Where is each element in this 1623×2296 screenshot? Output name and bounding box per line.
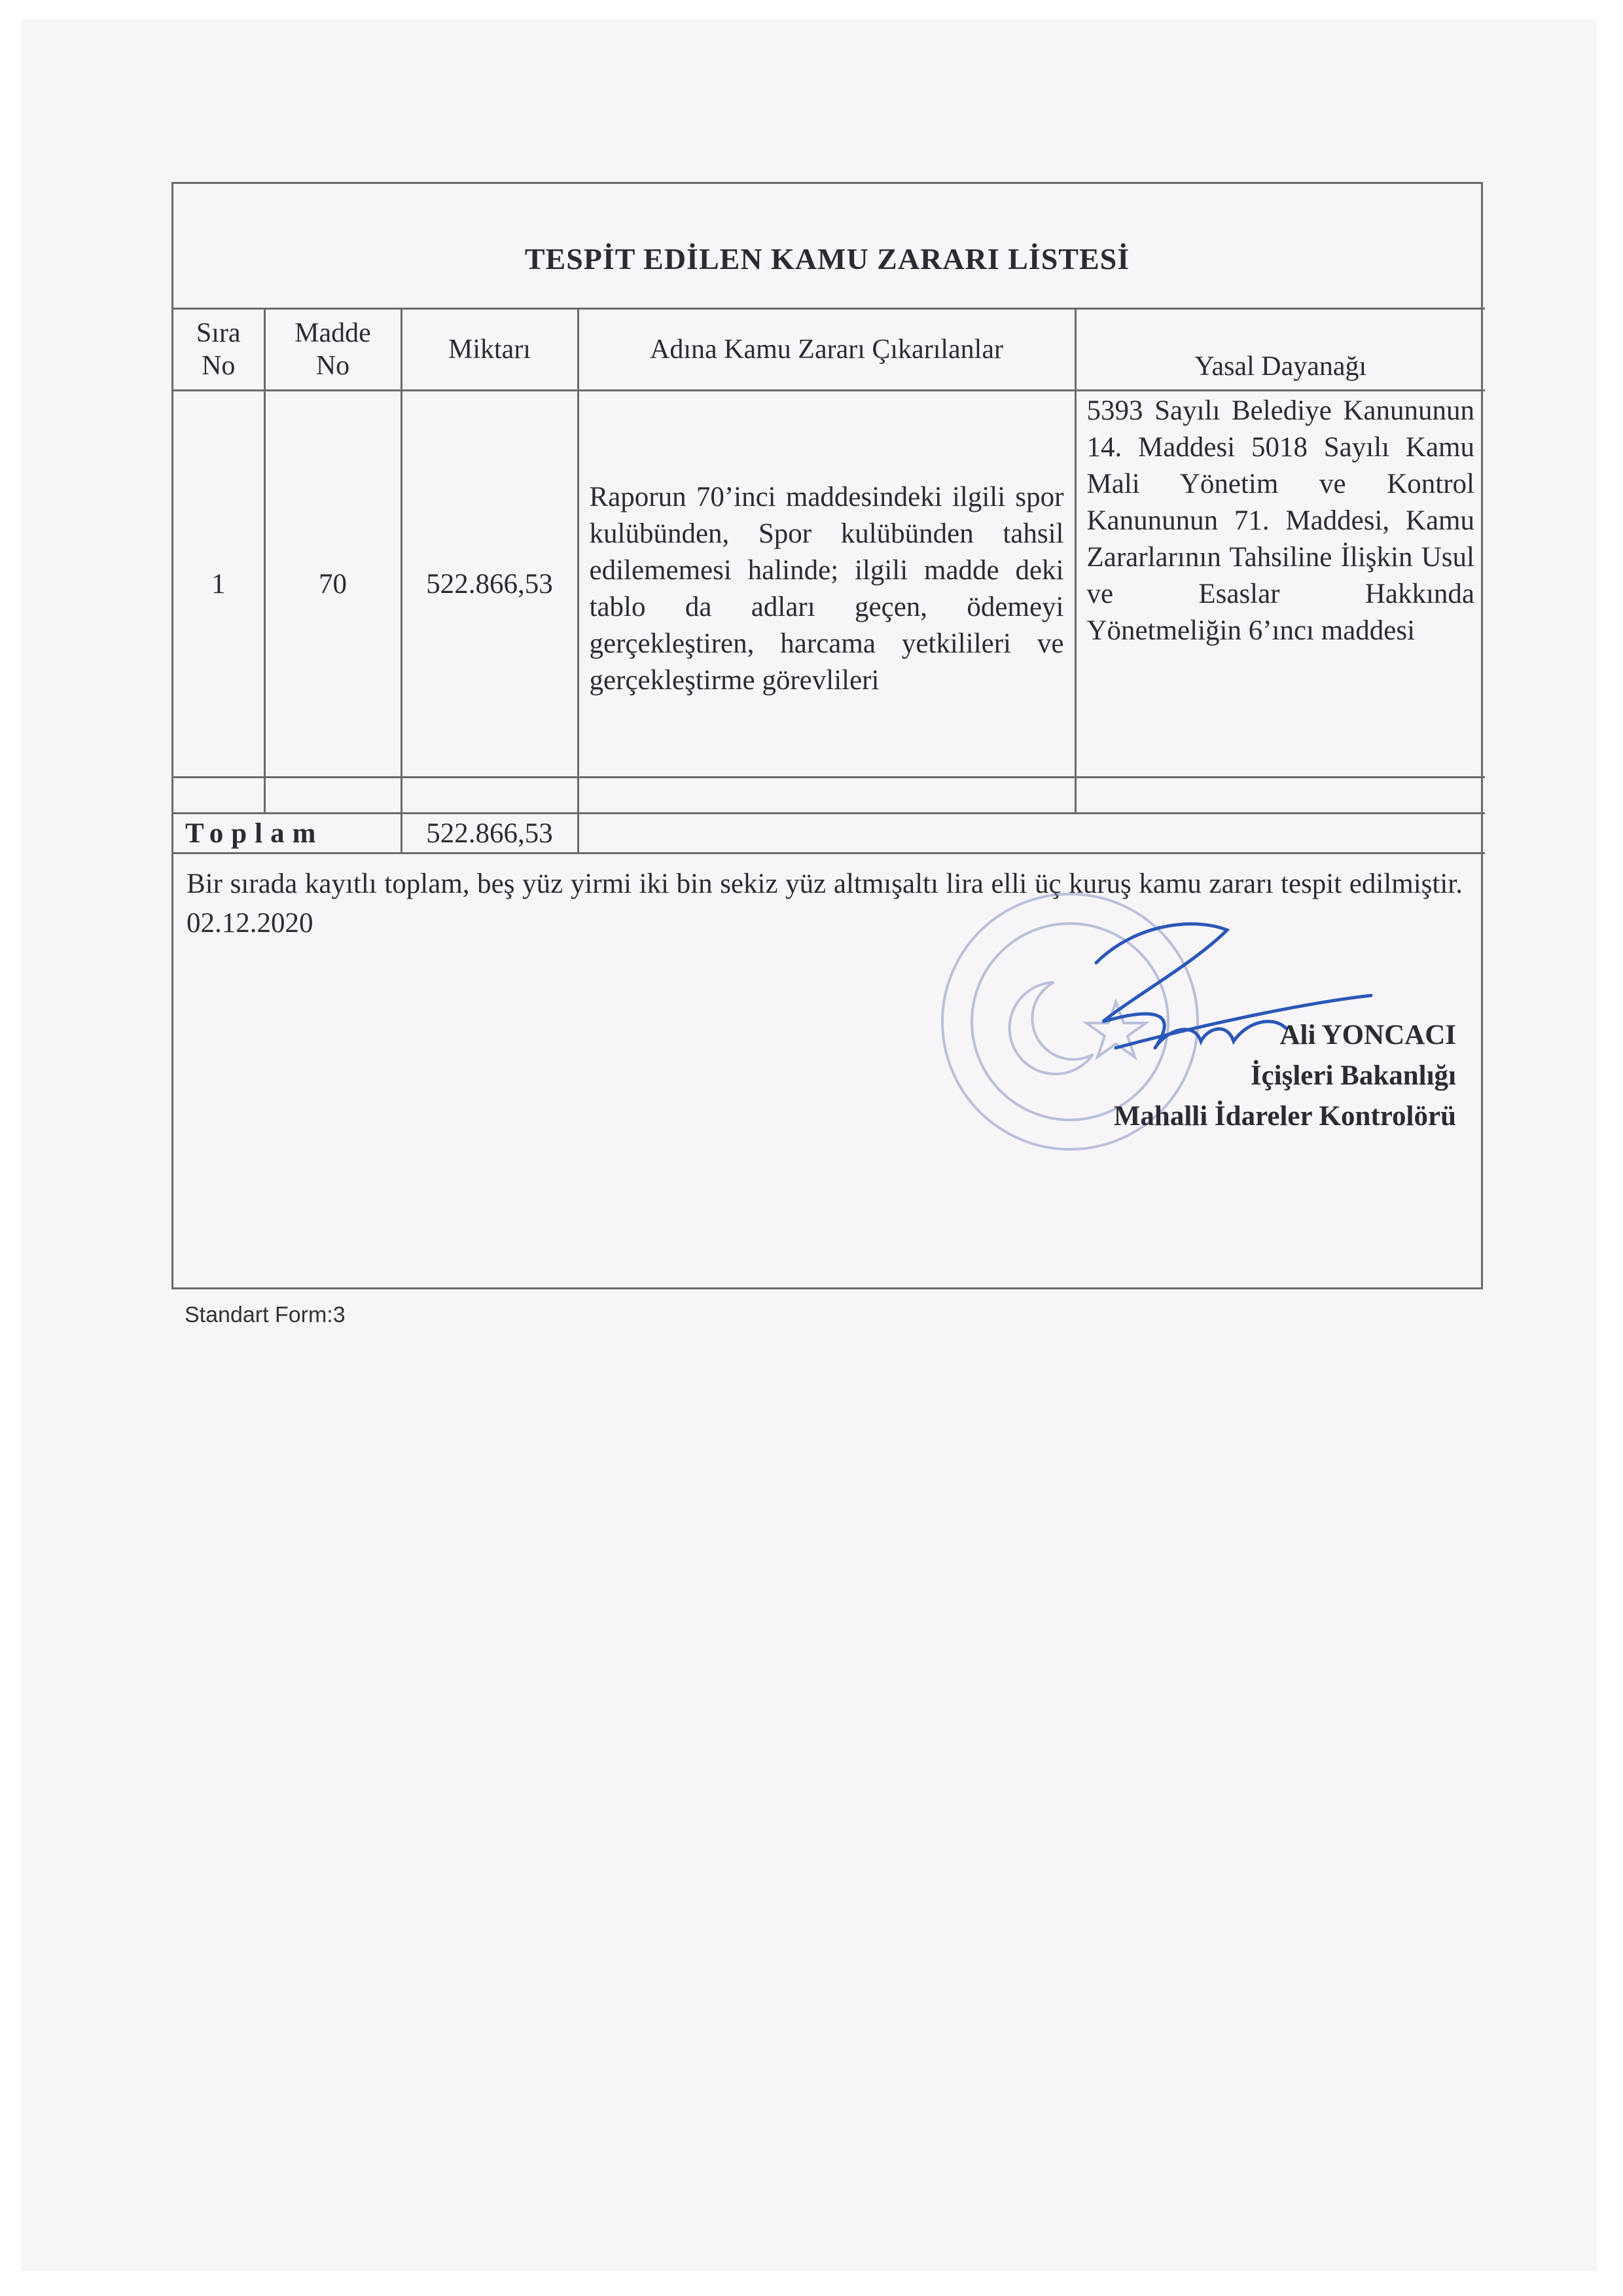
damage-list-form — [171, 182, 1483, 1289]
form-title: TESPİT EDİLEN KAMU ZARARI LİSTESİ — [524, 242, 1130, 276]
total-amount: 522.866,53 — [401, 814, 578, 853]
col-header-miktari: Miktarı — [401, 309, 578, 391]
col-header-sira: Sıra No — [173, 309, 264, 391]
cell-madde: 70 — [264, 391, 401, 778]
signatory-name: Ali YONCACI — [1279, 1020, 1456, 1050]
table-total-row — [173, 814, 1485, 853]
signature-block — [959, 1015, 1456, 1137]
table-blank-row — [173, 778, 1485, 814]
cell-sira: 1 — [173, 391, 264, 778]
cell-adina: Raporun 70’inci maddesindeki ilgili spor kulübünden, Spor kulübünden tahsil edilememesi halinde; ilgili madde deki tablo da adları geçen, ödemeyi gerçekleştiren, harcama yetkilileri ve gerçekleştirme görevlileri — [578, 391, 1075, 778]
cell-miktar: 522.866,53 — [401, 391, 578, 778]
table-row — [173, 391, 1485, 778]
statement-text: Bir sırada kayıtlı toplam, beş yüz yirmi iki bin sekiz yüz altmışaltı lira elli üç kuruş kamu zararı tespit edilmiştir. 02.12.2020 — [187, 869, 1463, 939]
signatory-title: Mahalli İdareler Kontrolörü — [1113, 1101, 1456, 1132]
signatory-ministry: İçişleri Bakanlığı — [1250, 1060, 1456, 1091]
table-header-row — [173, 309, 1485, 391]
damage-table — [173, 308, 1485, 854]
title-row — [173, 184, 1481, 310]
col-header-yasal: Yasal Dayanağı — [1075, 309, 1485, 391]
col-header-madde: Madde No — [264, 309, 401, 391]
total-label: Toplam — [173, 814, 401, 853]
form-footer: Standart Form:3 — [185, 1302, 346, 1327]
cell-yasal: 5393 Sayılı Belediye Kanununun 14. Maddesi 5018 Sayılı Kamu Mali Yönetim ve Kontrol Kanununun 71. Maddesi, Kamu Zararlarının Tahsiline İlişkin Usul ve Esaslar Hakkında Yönetmeliğin 6’ıncı maddesi — [1075, 391, 1485, 778]
col-header-adina: Adına Kamu Zararı Çıkarılanlar — [578, 309, 1075, 391]
